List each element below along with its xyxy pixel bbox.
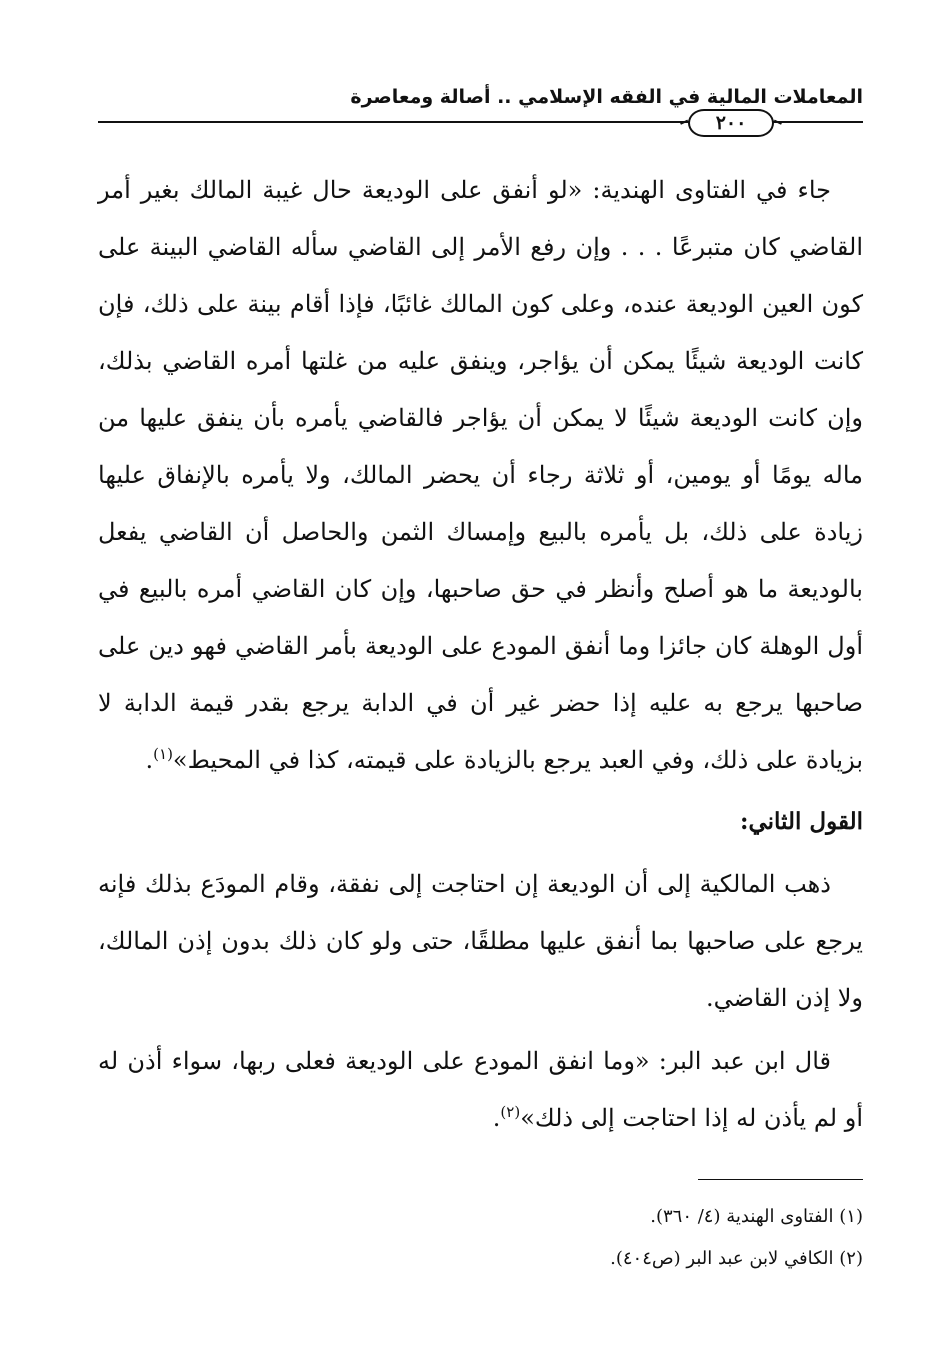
section-heading: القول الثاني: (739, 808, 863, 835)
page-number: ٢٠٠ (688, 109, 774, 137)
paragraph-3-end: . (492, 1104, 501, 1132)
paragraph-2: ذهب المالكية إلى أن الوديعة إن احتاجت إلى نفقة، وقام المودَع بذلك فإنه يرجع على صاحبها بما أنفق عليها مطلقًا، حتى ولو كان ذلك بدون إذن المالك، ولا إذن القاضي. (98, 870, 863, 1012)
paragraph-1 (98, 162, 863, 789)
footnote-2: (٢) الكافي لابن عبد البر (ص٤٠٤). (610, 1248, 863, 1269)
running-title: المعاملات المالية في الفقه الإسلامي .. أصالة ومعاصرة (350, 86, 863, 108)
paragraph-1-text: جاء في الفتاوى الهندية: «لو أنفق على الوديعة حال غيبة المالك بغير أمر القاضي كان متبرعًا . . . وإن رفع الأمر إلى القاضي سأله القاضي البينة على كون العين الوديعة عنده، وعلى كون المالك غائبًا، فإذا أقام بينة على ذلك، فإن كانت الوديعة شيئًا يمكن أن يؤاجر، وينفق عليه من غلتها أمره القاضي بذلك، وإن كانت الوديعة شيئًا لا يمكن أن يؤاجر فالقاضي يأمره بأن ينفق عليها من ماله يومًا أو يومين، أو ثلاثة رجاء أن يحضر المالك، ولا يأمره بالإنفاق عليها زيادة على ذلك، بل يأمره بالبيع وإمساك الثمن والحاصل أن القاضي يفعل بالوديعة ما هو أصلح وأنظر في حق صاحبها، وإن كان القاضي أمره بالبيع في أول الوهلة كان جائزا وما أنفق المودع على الوديعة بأمر القاضي فهو دين على صاحبها يرجع به عليه إذا حضر غير أن في الدابة يرجع بقدر قيمة الدابة لا بزيادة على ذلك، وفي العبد يرجع بالزيادة على قيمته، كذا في المحيط» (98, 176, 863, 774)
main-text (98, 162, 863, 1147)
footnote-1: (١) الفتاوى الهندية (٤/ ٣٦٠). (650, 1206, 863, 1227)
paragraph-3 (98, 1033, 863, 1147)
paragraph-1-end: . (145, 746, 154, 774)
footnote-separator (698, 1179, 863, 1180)
footnote-ref-1[interactable]: (١) (153, 745, 173, 763)
paragraph-3-text: قال ابن عبد البر: «وما انفق المودع على الوديعة فعلى ربها، سواء أذن له أو لم يأذن له إذا احتاجت إلى ذلك» (98, 1047, 863, 1132)
footnotes (98, 1196, 863, 1280)
footnote-ref-2[interactable]: (٢) (500, 1103, 521, 1121)
